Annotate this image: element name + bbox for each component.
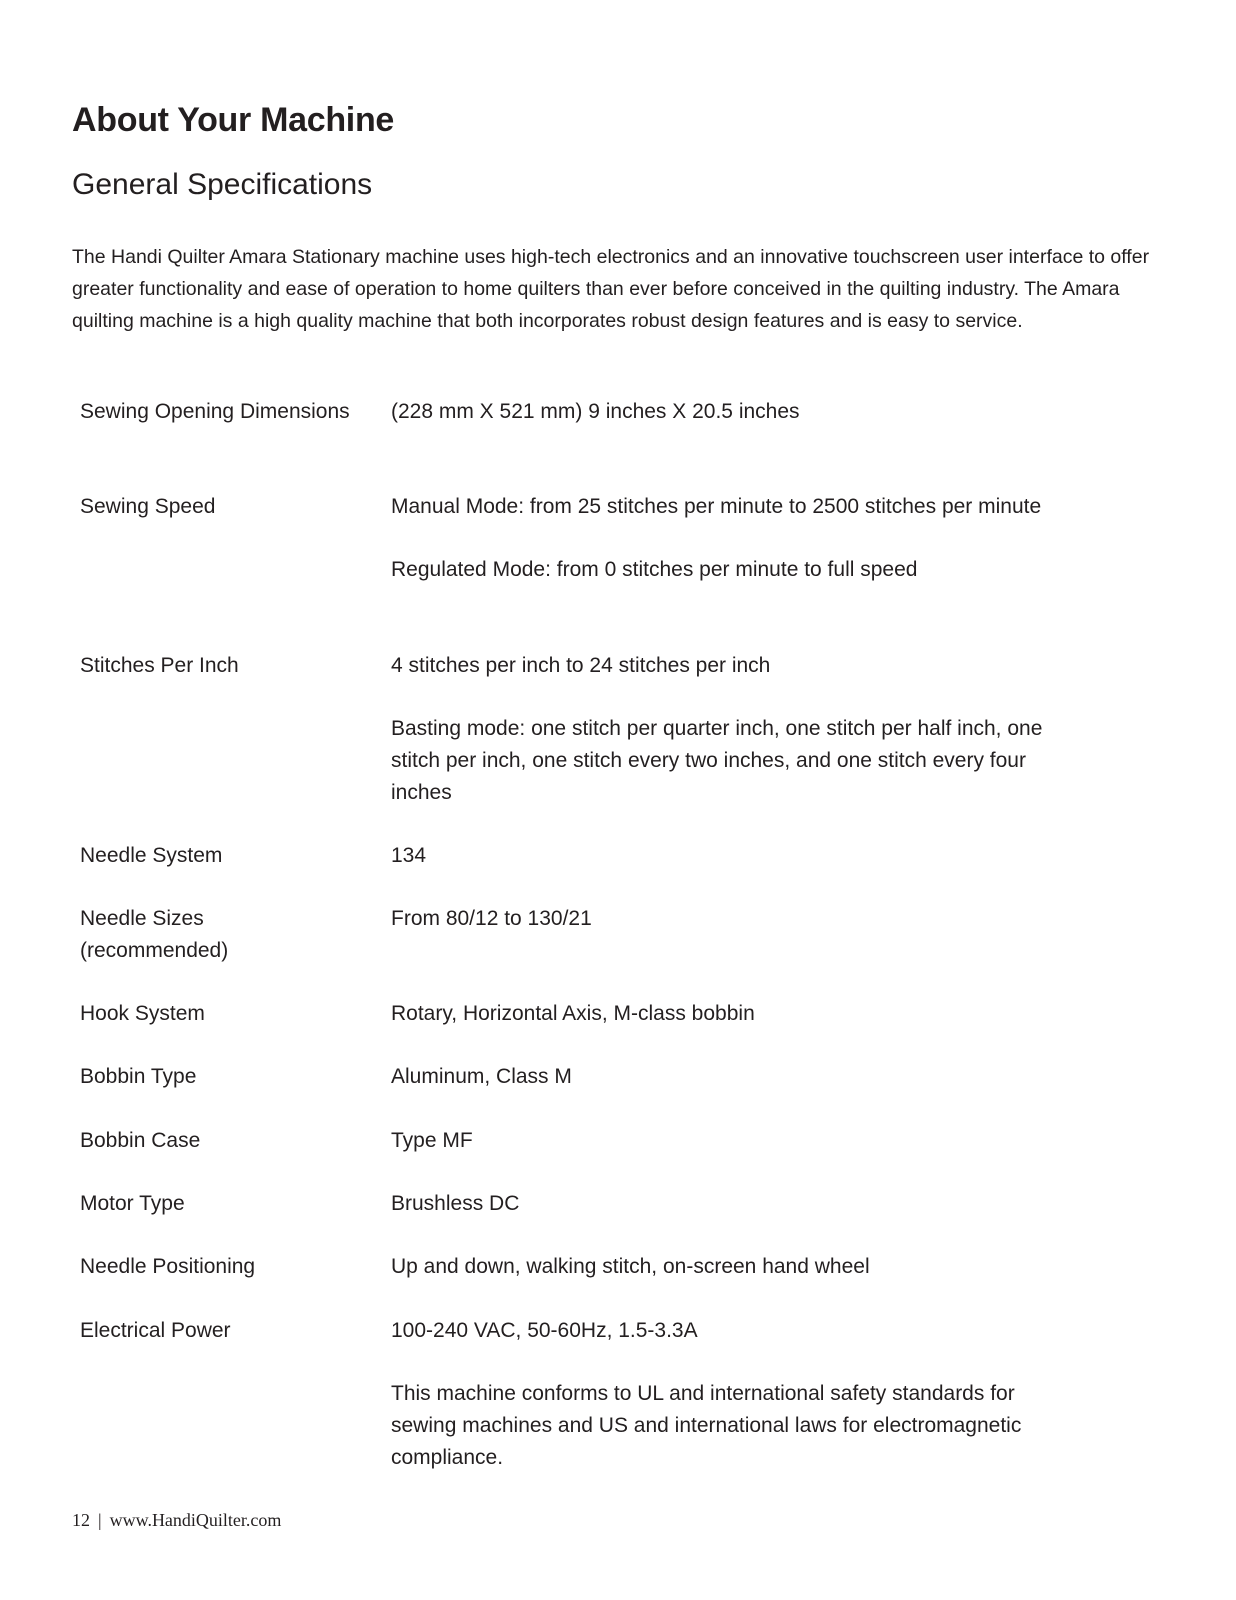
- spec-value-text: Regulated Mode: from 0 stitches per minute to full speed: [391, 558, 918, 581]
- spec-label: Stitches Per Inch: [80, 654, 239, 677]
- spec-value-text: From 80/12 to 130/21: [391, 907, 592, 930]
- spec-value: [391, 1061, 1091, 1093]
- spec-value-text: (228 mm X 521 mm) 9 inches X 20.5 inches: [391, 400, 800, 423]
- footer-separator: |: [98, 1510, 102, 1530]
- spec-value: [391, 903, 1091, 935]
- spec-value: [391, 1125, 1091, 1157]
- spec-value-text: Basting mode: one stitch per quarter inch, one stitch per half inch, one stitch per inch, one stitch every two inches, and one stitch every four inches: [391, 717, 1043, 804]
- spec-value: [391, 840, 1091, 872]
- intro-paragraph: The Handi Quilter Amara Stationary machine uses high-tech electronics and an innovative touchscreen user interface to offer greater functionality and ease of operation to home quilters than ever before conceived in the quilting industry. The Amara quilting machine is a high quality machine that both incorporates robust design features and is easy to service.: [72, 246, 1150, 332]
- spec-value-text: Rotary, Horizontal Axis, M-class bobbin: [391, 1002, 755, 1025]
- spec-value: [391, 396, 1091, 428]
- spec-label: Bobbin Type: [80, 1065, 197, 1088]
- spec-value-text: Up and down, walking stitch, on-screen hand wheel: [391, 1255, 870, 1278]
- spec-value-text: 4 stitches per inch to 24 stitches per inch: [391, 654, 771, 677]
- spec-label: Sewing Opening Dimensions: [80, 400, 350, 423]
- spec-value-text: Manual Mode: from 25 stitches per minute to 2500 stitches per minute: [391, 495, 1042, 518]
- spec-label: Needle Positioning: [80, 1255, 256, 1278]
- spec-value: [391, 998, 1091, 1030]
- spec-value: [391, 491, 1091, 586]
- spec-value-text: Type MF: [391, 1129, 473, 1152]
- spec-label: Motor Type: [80, 1192, 185, 1215]
- spec-label: Hook System: [80, 1002, 205, 1025]
- section-title: General Specifications: [72, 168, 373, 201]
- spec-label: Sewing Speed: [80, 495, 216, 518]
- page-title: About Your Machine: [72, 101, 395, 139]
- page-footer: [72, 1510, 281, 1531]
- spec-label: Needle Sizes (recommended): [80, 907, 229, 962]
- page-number: 12: [72, 1510, 90, 1530]
- website-link[interactable]: www.HandiQuilter.com: [109, 1510, 282, 1530]
- spec-value: [391, 1251, 1091, 1283]
- spec-value-text: Brushless DC: [391, 1192, 520, 1215]
- spec-value-text: 134: [391, 844, 427, 867]
- spec-label: Electrical Power: [80, 1319, 231, 1342]
- spec-label: Bobbin Case: [80, 1129, 201, 1152]
- spec-value-text: Aluminum, Class M: [391, 1065, 572, 1088]
- spec-value: [391, 1315, 1091, 1474]
- spec-value: [391, 1188, 1091, 1220]
- spec-value: [391, 650, 1091, 809]
- spec-label: Needle System: [80, 844, 223, 867]
- spec-value-text: This machine conforms to UL and international safety standards for sewing machines and US and international laws for electromagnetic compliance.: [391, 1382, 1022, 1469]
- spec-value-text: 100-240 VAC, 50-60Hz, 1.5-3.3A: [391, 1319, 698, 1342]
